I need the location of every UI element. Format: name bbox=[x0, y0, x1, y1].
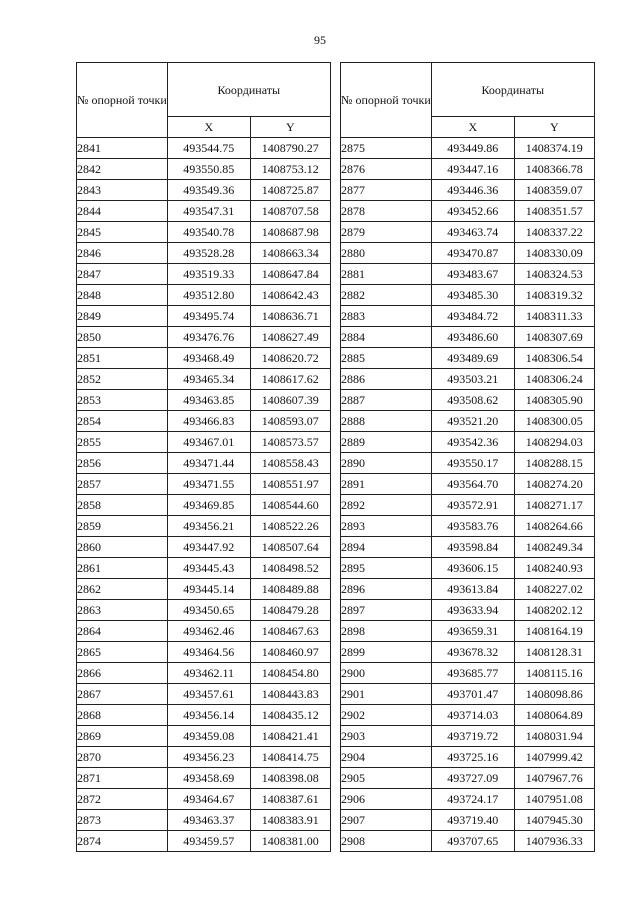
point-number-cell: 2884 bbox=[341, 327, 432, 348]
point-number-cell: 2880 bbox=[341, 243, 432, 264]
point-number-cell: 2852 bbox=[77, 369, 168, 390]
point-number-cell: 2881 bbox=[341, 264, 432, 285]
x-coordinate-cell: 493468.49 bbox=[167, 348, 250, 369]
y-coordinate-cell: 1408264.66 bbox=[514, 516, 594, 537]
x-coordinate-cell: 493550.17 bbox=[431, 453, 514, 474]
point-number-cell: 2896 bbox=[341, 579, 432, 600]
y-coordinate-cell: 1408620.72 bbox=[250, 348, 330, 369]
table-row bbox=[341, 159, 595, 180]
x-coordinate-cell: 493659.31 bbox=[431, 621, 514, 642]
y-coordinate-cell: 1408271.17 bbox=[514, 495, 594, 516]
table-row bbox=[341, 726, 595, 747]
point-number-cell: 2863 bbox=[77, 600, 168, 621]
point-number-cell: 2905 bbox=[341, 768, 432, 789]
point-number-cell: 2897 bbox=[341, 600, 432, 621]
x-coordinate-cell: 493447.92 bbox=[167, 537, 250, 558]
y-coordinate-cell: 1408467.63 bbox=[250, 621, 330, 642]
table-row bbox=[77, 180, 331, 201]
table-row bbox=[77, 684, 331, 705]
table-row bbox=[341, 411, 595, 432]
y-coordinate-cell: 1408202.12 bbox=[514, 600, 594, 621]
x-coordinate-cell: 493449.86 bbox=[431, 138, 514, 159]
table-row bbox=[341, 831, 595, 852]
point-number-cell: 2846 bbox=[77, 243, 168, 264]
y-coordinate-cell: 1408319.32 bbox=[514, 285, 594, 306]
table-row bbox=[341, 810, 595, 831]
x-coordinate-cell: 493445.14 bbox=[167, 579, 250, 600]
table-row bbox=[77, 264, 331, 285]
point-number-cell: 2908 bbox=[341, 831, 432, 852]
x-coordinate-cell: 493727.09 bbox=[431, 768, 514, 789]
point-number-cell: 2893 bbox=[341, 516, 432, 537]
table-row bbox=[77, 159, 331, 180]
table-row bbox=[77, 201, 331, 222]
y-coordinate-cell: 1408359.07 bbox=[514, 180, 594, 201]
x-coordinate-cell: 493598.84 bbox=[431, 537, 514, 558]
point-number-cell: 2879 bbox=[341, 222, 432, 243]
table-row bbox=[77, 432, 331, 453]
y-coordinate-cell: 1408414.75 bbox=[250, 747, 330, 768]
x-coordinate-cell: 493544.75 bbox=[167, 138, 250, 159]
table-row bbox=[77, 789, 331, 810]
point-number-cell: 2867 bbox=[77, 684, 168, 705]
table-row bbox=[77, 705, 331, 726]
table-row bbox=[77, 306, 331, 327]
point-number-cell: 2861 bbox=[77, 558, 168, 579]
x-coordinate-cell: 493685.77 bbox=[431, 663, 514, 684]
point-number-cell: 2847 bbox=[77, 264, 168, 285]
point-number-cell: 2906 bbox=[341, 789, 432, 810]
x-coordinate-cell: 493445.43 bbox=[167, 558, 250, 579]
y-coordinate-cell: 1408294.03 bbox=[514, 432, 594, 453]
point-number-cell: 2842 bbox=[77, 159, 168, 180]
table-row bbox=[77, 369, 331, 390]
x-coordinate-cell: 493458.69 bbox=[167, 768, 250, 789]
y-coordinate-cell: 1408381.00 bbox=[250, 831, 330, 852]
point-number-cell: 2870 bbox=[77, 747, 168, 768]
y-coordinate-cell: 1408617.62 bbox=[250, 369, 330, 390]
y-coordinate-cell: 1408479.28 bbox=[250, 600, 330, 621]
x-coordinate-cell: 493466.83 bbox=[167, 411, 250, 432]
point-number-cell: 2895 bbox=[341, 558, 432, 579]
y-coordinate-cell: 1408351.57 bbox=[514, 201, 594, 222]
y-coordinate-cell: 1408164.19 bbox=[514, 621, 594, 642]
coordinates-table-left bbox=[76, 62, 331, 852]
x-coordinate-cell: 493459.08 bbox=[167, 726, 250, 747]
x-header: X bbox=[167, 117, 250, 138]
x-coordinate-cell: 493483.67 bbox=[431, 264, 514, 285]
point-number-cell: 2859 bbox=[77, 516, 168, 537]
table-row bbox=[341, 201, 595, 222]
y-coordinate-cell: 1408607.39 bbox=[250, 390, 330, 411]
point-number-cell: 2857 bbox=[77, 474, 168, 495]
y-coordinate-cell: 1408435.12 bbox=[250, 705, 330, 726]
point-number-cell: 2850 bbox=[77, 327, 168, 348]
point-number-cell: 2900 bbox=[341, 663, 432, 684]
y-coordinate-cell: 1408636.71 bbox=[250, 306, 330, 327]
point-number-cell: 2865 bbox=[77, 642, 168, 663]
x-coordinate-cell: 493724.17 bbox=[431, 789, 514, 810]
x-coordinate-cell: 493508.62 bbox=[431, 390, 514, 411]
point-number-cell: 2851 bbox=[77, 348, 168, 369]
x-coordinate-cell: 493457.61 bbox=[167, 684, 250, 705]
point-number-cell: 2875 bbox=[341, 138, 432, 159]
y-coordinate-cell: 1407999.42 bbox=[514, 747, 594, 768]
point-number-cell: 2848 bbox=[77, 285, 168, 306]
point-number-cell: 2890 bbox=[341, 453, 432, 474]
point-number-cell: 2889 bbox=[341, 432, 432, 453]
point-number-cell: 2873 bbox=[77, 810, 168, 831]
y-coordinate-cell: 1408454.80 bbox=[250, 663, 330, 684]
y-coordinate-cell: 1408227.02 bbox=[514, 579, 594, 600]
point-number-cell: 2892 bbox=[341, 495, 432, 516]
table-row bbox=[77, 810, 331, 831]
point-number-cell: 2903 bbox=[341, 726, 432, 747]
y-coordinate-cell: 1408240.93 bbox=[514, 558, 594, 579]
point-number-cell: 2871 bbox=[77, 768, 168, 789]
table-row bbox=[341, 264, 595, 285]
x-coordinate-cell: 493719.40 bbox=[431, 810, 514, 831]
x-coordinate-cell: 493459.57 bbox=[167, 831, 250, 852]
table-row bbox=[77, 243, 331, 264]
y-coordinate-cell: 1408128.31 bbox=[514, 642, 594, 663]
table-row bbox=[77, 537, 331, 558]
point-number-header: № опорной точки bbox=[77, 63, 168, 138]
table-row bbox=[341, 285, 595, 306]
x-coordinate-cell: 493725.16 bbox=[431, 747, 514, 768]
x-coordinate-cell: 493467.01 bbox=[167, 432, 250, 453]
table-row bbox=[341, 348, 595, 369]
table-row bbox=[77, 285, 331, 306]
page-number: 95 bbox=[314, 33, 326, 47]
point-number-cell: 2882 bbox=[341, 285, 432, 306]
coordinates-header: Координаты bbox=[431, 63, 594, 117]
y-coordinate-cell: 1408687.98 bbox=[250, 222, 330, 243]
table-row bbox=[77, 579, 331, 600]
x-coordinate-cell: 493486.60 bbox=[431, 327, 514, 348]
y-coordinate-cell: 1408460.97 bbox=[250, 642, 330, 663]
x-coordinate-cell: 493572.91 bbox=[431, 495, 514, 516]
table-row bbox=[341, 474, 595, 495]
y-coordinate-cell: 1408551.97 bbox=[250, 474, 330, 495]
table-row bbox=[341, 621, 595, 642]
x-coordinate-cell: 493463.37 bbox=[167, 810, 250, 831]
x-coordinate-cell: 493714.03 bbox=[431, 705, 514, 726]
table-row bbox=[341, 558, 595, 579]
x-coordinate-cell: 493469.85 bbox=[167, 495, 250, 516]
y-coordinate-cell: 1408627.49 bbox=[250, 327, 330, 348]
x-coordinate-cell: 493549.36 bbox=[167, 180, 250, 201]
table-row bbox=[341, 180, 595, 201]
table-row bbox=[341, 138, 595, 159]
x-coordinate-cell: 493462.46 bbox=[167, 621, 250, 642]
x-coordinate-cell: 493583.76 bbox=[431, 516, 514, 537]
x-coordinate-cell: 493484.72 bbox=[431, 306, 514, 327]
point-number-cell: 2883 bbox=[341, 306, 432, 327]
table-row bbox=[341, 390, 595, 411]
x-coordinate-cell: 493464.67 bbox=[167, 789, 250, 810]
y-coordinate-cell: 1408031.94 bbox=[514, 726, 594, 747]
point-number-cell: 2864 bbox=[77, 621, 168, 642]
point-number-cell: 2886 bbox=[341, 369, 432, 390]
table-row bbox=[77, 642, 331, 663]
y-coordinate-cell: 1407951.08 bbox=[514, 789, 594, 810]
y-coordinate-cell: 1408498.52 bbox=[250, 558, 330, 579]
x-coordinate-cell: 493564.70 bbox=[431, 474, 514, 495]
table-row bbox=[341, 705, 595, 726]
y-coordinate-cell: 1408593.07 bbox=[250, 411, 330, 432]
point-number-cell: 2878 bbox=[341, 201, 432, 222]
y-coordinate-cell: 1408307.69 bbox=[514, 327, 594, 348]
point-number-cell: 2904 bbox=[341, 747, 432, 768]
table-row bbox=[341, 453, 595, 474]
y-coordinate-cell: 1408306.24 bbox=[514, 369, 594, 390]
x-coordinate-cell: 493471.55 bbox=[167, 474, 250, 495]
point-number-cell: 2872 bbox=[77, 789, 168, 810]
y-coordinate-cell: 1408300.05 bbox=[514, 411, 594, 432]
x-coordinate-cell: 493521.20 bbox=[431, 411, 514, 432]
y-coordinate-cell: 1408306.54 bbox=[514, 348, 594, 369]
point-number-cell: 2844 bbox=[77, 201, 168, 222]
x-coordinate-cell: 493613.84 bbox=[431, 579, 514, 600]
x-coordinate-cell: 493489.69 bbox=[431, 348, 514, 369]
point-number-cell: 2841 bbox=[77, 138, 168, 159]
y-coordinate-cell: 1408311.33 bbox=[514, 306, 594, 327]
x-coordinate-cell: 493456.23 bbox=[167, 747, 250, 768]
x-coordinate-cell: 493456.21 bbox=[167, 516, 250, 537]
table-row bbox=[341, 663, 595, 684]
y-coordinate-cell: 1408098.86 bbox=[514, 684, 594, 705]
y-coordinate-cell: 1408558.43 bbox=[250, 453, 330, 474]
table-row bbox=[77, 516, 331, 537]
x-coordinate-cell: 493719.72 bbox=[431, 726, 514, 747]
table-row bbox=[77, 663, 331, 684]
x-coordinate-cell: 493540.78 bbox=[167, 222, 250, 243]
coordinates-table-right bbox=[340, 62, 595, 852]
point-number-cell: 2855 bbox=[77, 432, 168, 453]
y-coordinate-cell: 1408663.34 bbox=[250, 243, 330, 264]
point-number-cell: 2888 bbox=[341, 411, 432, 432]
x-coordinate-cell: 493470.87 bbox=[431, 243, 514, 264]
y-coordinate-cell: 1408707.58 bbox=[250, 201, 330, 222]
table-row bbox=[341, 432, 595, 453]
y-coordinate-cell: 1408647.84 bbox=[250, 264, 330, 285]
point-number-cell: 2891 bbox=[341, 474, 432, 495]
point-number-cell: 2876 bbox=[341, 159, 432, 180]
table-row bbox=[77, 222, 331, 243]
table-row bbox=[77, 411, 331, 432]
point-number-cell: 2860 bbox=[77, 537, 168, 558]
table-row bbox=[341, 243, 595, 264]
point-number-cell: 2898 bbox=[341, 621, 432, 642]
table-row bbox=[341, 642, 595, 663]
point-number-cell: 2866 bbox=[77, 663, 168, 684]
x-coordinate-cell: 493485.30 bbox=[431, 285, 514, 306]
y-coordinate-cell: 1408642.43 bbox=[250, 285, 330, 306]
x-coordinate-cell: 493450.65 bbox=[167, 600, 250, 621]
table-row bbox=[77, 474, 331, 495]
point-number-header: № опорной точки bbox=[341, 63, 432, 138]
y-coordinate-cell: 1408366.78 bbox=[514, 159, 594, 180]
x-coordinate-cell: 493519.33 bbox=[167, 264, 250, 285]
point-number-cell: 2907 bbox=[341, 810, 432, 831]
point-number-cell: 2869 bbox=[77, 726, 168, 747]
table-row bbox=[341, 306, 595, 327]
table-row bbox=[341, 684, 595, 705]
point-number-cell: 2885 bbox=[341, 348, 432, 369]
y-header: Y bbox=[250, 117, 330, 138]
x-coordinate-cell: 493447.16 bbox=[431, 159, 514, 180]
x-coordinate-cell: 493678.32 bbox=[431, 642, 514, 663]
point-number-cell: 2874 bbox=[77, 831, 168, 852]
point-number-cell: 2849 bbox=[77, 306, 168, 327]
x-coordinate-cell: 493452.66 bbox=[431, 201, 514, 222]
table-row bbox=[77, 600, 331, 621]
x-coordinate-cell: 493606.15 bbox=[431, 558, 514, 579]
y-coordinate-cell: 1407936.33 bbox=[514, 831, 594, 852]
x-coordinate-cell: 493542.36 bbox=[431, 432, 514, 453]
table-row bbox=[77, 453, 331, 474]
point-number-cell: 2894 bbox=[341, 537, 432, 558]
x-coordinate-cell: 493701.47 bbox=[431, 684, 514, 705]
x-coordinate-cell: 493707.65 bbox=[431, 831, 514, 852]
point-number-cell: 2862 bbox=[77, 579, 168, 600]
table-row bbox=[341, 516, 595, 537]
table-row bbox=[77, 621, 331, 642]
x-coordinate-cell: 493463.85 bbox=[167, 390, 250, 411]
point-number-cell: 2856 bbox=[77, 453, 168, 474]
table-row bbox=[77, 390, 331, 411]
table-row bbox=[341, 789, 595, 810]
point-number-cell: 2853 bbox=[77, 390, 168, 411]
y-coordinate-cell: 1408790.27 bbox=[250, 138, 330, 159]
y-coordinate-cell: 1408337.22 bbox=[514, 222, 594, 243]
y-coordinate-cell: 1408544.60 bbox=[250, 495, 330, 516]
point-number-cell: 2901 bbox=[341, 684, 432, 705]
x-coordinate-cell: 493471.44 bbox=[167, 453, 250, 474]
table-row bbox=[77, 831, 331, 852]
y-coordinate-cell: 1408324.53 bbox=[514, 264, 594, 285]
point-number-cell: 2854 bbox=[77, 411, 168, 432]
x-header: X bbox=[431, 117, 514, 138]
table-row bbox=[341, 495, 595, 516]
x-coordinate-cell: 493465.34 bbox=[167, 369, 250, 390]
x-coordinate-cell: 493463.74 bbox=[431, 222, 514, 243]
y-header: Y bbox=[514, 117, 594, 138]
table-row bbox=[341, 369, 595, 390]
x-coordinate-cell: 493456.14 bbox=[167, 705, 250, 726]
point-number-cell: 2845 bbox=[77, 222, 168, 243]
table-row bbox=[341, 768, 595, 789]
table-row bbox=[77, 558, 331, 579]
y-coordinate-cell: 1408383.91 bbox=[250, 810, 330, 831]
y-coordinate-cell: 1407945.30 bbox=[514, 810, 594, 831]
y-coordinate-cell: 1408249.34 bbox=[514, 537, 594, 558]
x-coordinate-cell: 493633.94 bbox=[431, 600, 514, 621]
x-coordinate-cell: 493464.56 bbox=[167, 642, 250, 663]
y-coordinate-cell: 1408330.09 bbox=[514, 243, 594, 264]
point-number-cell: 2899 bbox=[341, 642, 432, 663]
table-row bbox=[341, 579, 595, 600]
y-coordinate-cell: 1408421.41 bbox=[250, 726, 330, 747]
point-number-cell: 2858 bbox=[77, 495, 168, 516]
coordinates-header: Координаты bbox=[167, 63, 330, 117]
table-row bbox=[77, 768, 331, 789]
y-coordinate-cell: 1408443.83 bbox=[250, 684, 330, 705]
table-row bbox=[341, 747, 595, 768]
y-coordinate-cell: 1408387.61 bbox=[250, 789, 330, 810]
y-coordinate-cell: 1408507.64 bbox=[250, 537, 330, 558]
table-row bbox=[77, 327, 331, 348]
table-row bbox=[77, 747, 331, 768]
y-coordinate-cell: 1408489.88 bbox=[250, 579, 330, 600]
y-coordinate-cell: 1407967.76 bbox=[514, 768, 594, 789]
point-number-cell: 2843 bbox=[77, 180, 168, 201]
point-number-cell: 2877 bbox=[341, 180, 432, 201]
table-row bbox=[77, 138, 331, 159]
table-row bbox=[77, 726, 331, 747]
y-coordinate-cell: 1408573.57 bbox=[250, 432, 330, 453]
table-row bbox=[341, 600, 595, 621]
x-coordinate-cell: 493550.85 bbox=[167, 159, 250, 180]
x-coordinate-cell: 493528.28 bbox=[167, 243, 250, 264]
x-coordinate-cell: 493503.21 bbox=[431, 369, 514, 390]
x-coordinate-cell: 493476.76 bbox=[167, 327, 250, 348]
y-coordinate-cell: 1408288.15 bbox=[514, 453, 594, 474]
y-coordinate-cell: 1408274.20 bbox=[514, 474, 594, 495]
y-coordinate-cell: 1408522.26 bbox=[250, 516, 330, 537]
y-coordinate-cell: 1408064.89 bbox=[514, 705, 594, 726]
y-coordinate-cell: 1408374.19 bbox=[514, 138, 594, 159]
table-row bbox=[341, 327, 595, 348]
table-row bbox=[77, 348, 331, 369]
x-coordinate-cell: 493512.80 bbox=[167, 285, 250, 306]
table-row bbox=[341, 537, 595, 558]
y-coordinate-cell: 1408753.12 bbox=[250, 159, 330, 180]
x-coordinate-cell: 493547.31 bbox=[167, 201, 250, 222]
x-coordinate-cell: 493495.74 bbox=[167, 306, 250, 327]
y-coordinate-cell: 1408398.08 bbox=[250, 768, 330, 789]
table-row bbox=[77, 495, 331, 516]
table-row bbox=[341, 222, 595, 243]
y-coordinate-cell: 1408115.16 bbox=[514, 663, 594, 684]
y-coordinate-cell: 1408305.90 bbox=[514, 390, 594, 411]
point-number-cell: 2868 bbox=[77, 705, 168, 726]
point-number-cell: 2902 bbox=[341, 705, 432, 726]
point-number-cell: 2887 bbox=[341, 390, 432, 411]
x-coordinate-cell: 493446.36 bbox=[431, 180, 514, 201]
y-coordinate-cell: 1408725.87 bbox=[250, 180, 330, 201]
x-coordinate-cell: 493462.11 bbox=[167, 663, 250, 684]
